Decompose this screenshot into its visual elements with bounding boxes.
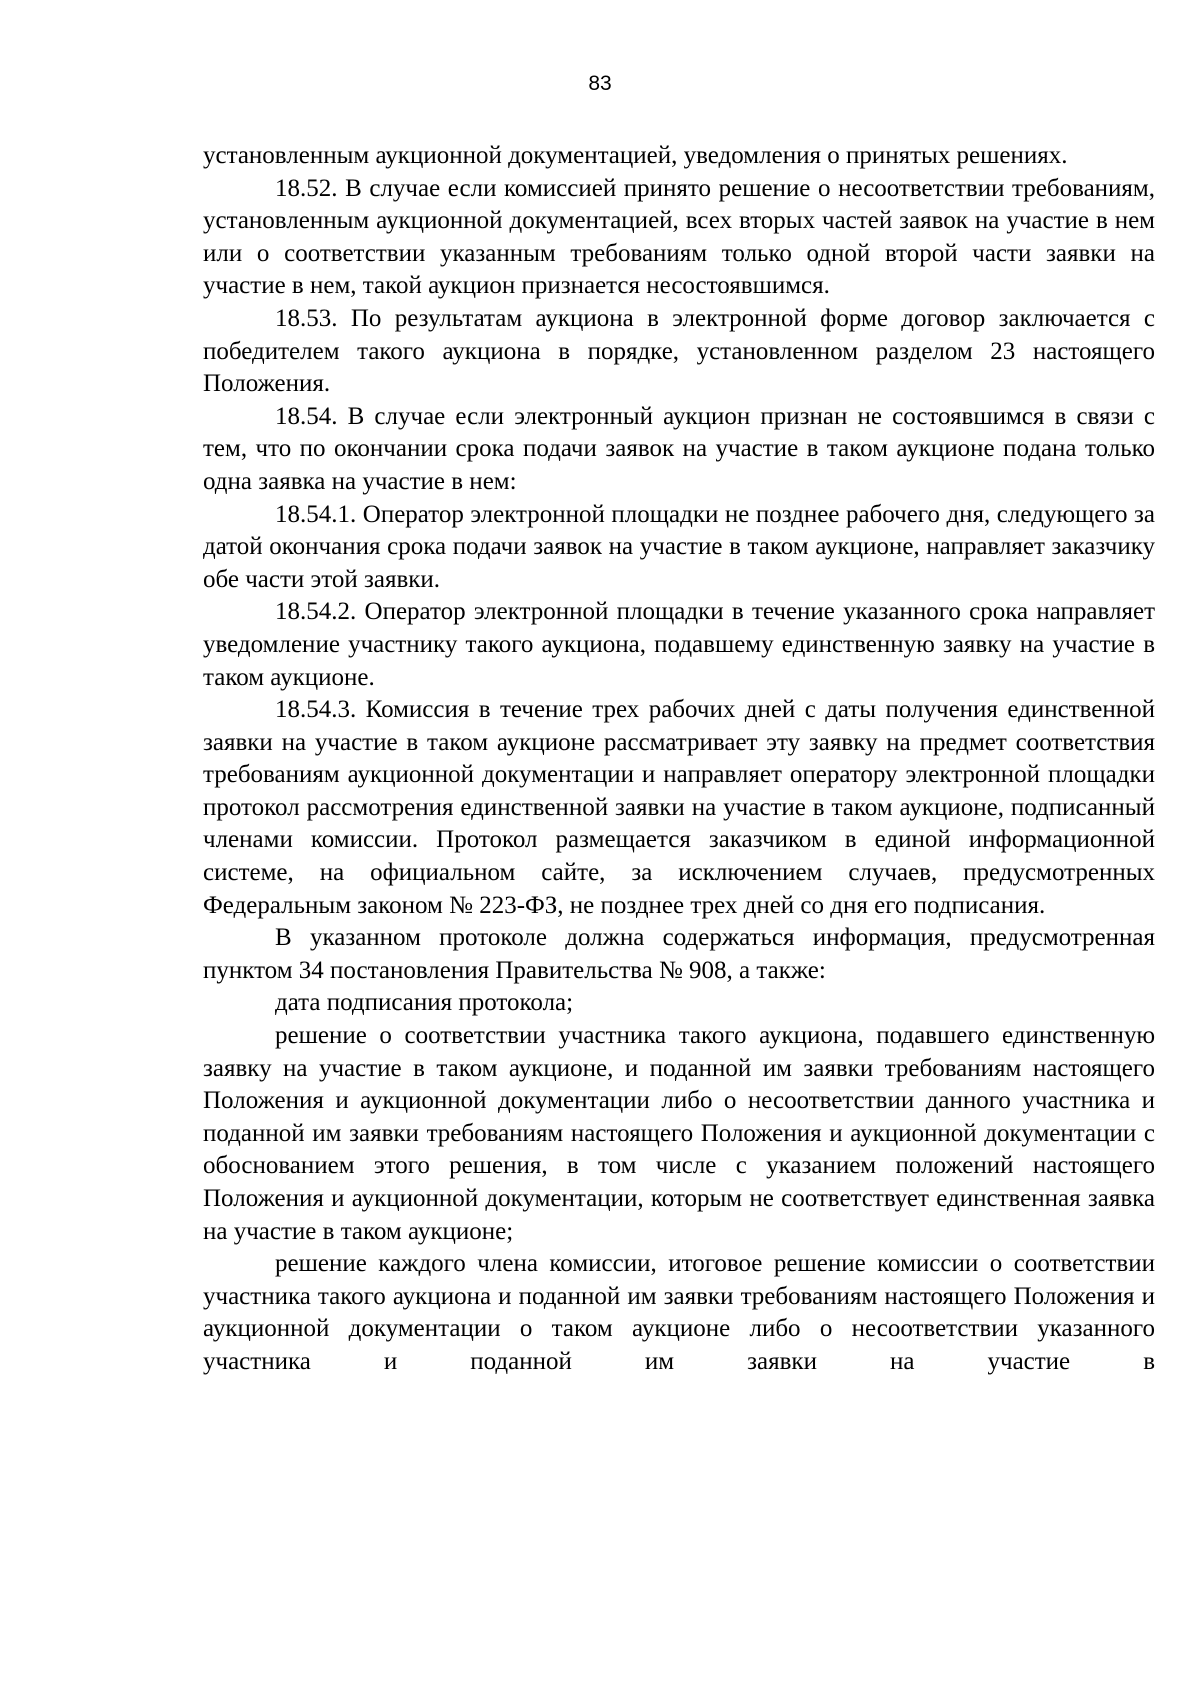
- paragraph-18-54-2: 18.54.2. Оператор электронной площадки в течение указанного срока направляет уведомление участнику такого аукциона, подавшему единственную заявку на участие в таком аукционе.: [203, 598, 1155, 691]
- paragraph-member-decision: решение каждого члена комиссии, итоговое решение комиссии о соответствии участника такого аукциона и поданной им заявки требованиям настоящего Положения и аукционной документации о таком аукционе либо о несоответствии указанного участника и поданной им заявки на участие в: [203, 1250, 1155, 1375]
- paragraph-18-53: 18.53. По результатам аукциона в электронной форме договор заключается с победителем такого аукциона в порядке, установленном разделом 23 настоящего Положения.: [203, 304, 1155, 398]
- paragraph-decision-compliance: решение о соответствии участника такого аукциона, подавшего единственную заявку на участие в таком аукционе, и поданной им заявки требованиям настоящего Положения и аукционной документации либо о несоответствии данного участника и поданной им заявки требованиям настоящего Положения и аукционной документации с обоснованием этого решения, в том числе с указанием положений настоящего Положения и аукционной документации, которым не соответствует единственная заявка на участие в таком аукционе;: [203, 1022, 1155, 1245]
- page-number: 83: [588, 72, 612, 95]
- paragraph-18-52: 18.52. В случае если комиссией принято решение о несоответствии требованиям, установленным аукционной документацией, всех вторых частей заявок на участие в нем или о соответствии указанным требованиям только одной второй части заявки на участие в нем, такой аукцион признается несостоявшимся.: [203, 174, 1155, 300]
- paragraph-continuation: установленным аукционной документацией, уведомления о принятых решениях.: [203, 142, 1068, 169]
- paragraph-signing-date: дата подписания протокола;: [275, 989, 574, 1017]
- paragraph-18-54-1: 18.54.1. Оператор электронной площадки не позднее рабочего дня, следующего за датой окончания срока подачи заявок на участие в таком аукционе, направляет заказчику обе части этой заявки.: [203, 500, 1155, 593]
- paragraph-18-54: 18.54. В случае если электронный аукцион признан не состоявшимся в связи с тем, что по окончании срока подачи заявок на участие в таком аукционе подана только одна заявка на участие в нем:: [203, 402, 1155, 495]
- document-body: [203, 140, 1155, 1379]
- paragraph-18-54-3: 18.54.3. Комиссия в течение трех рабочих дней с даты получения единственной заявки на участие в таком аукционе рассматривает эту заявку на предмет соответствия требованиям аукционной документации и направляет оператору электронной площадки протокол рассмотрения единственной заявки на участие в таком аукционе, подписанный членами комиссии. Протокол размещается заказчиком в единой информационной системе, на официальном сайте, за исключением случаев, предусмотренных Федеральным законом № 223-ФЗ, не позднее трех дней со дня его подписания.: [203, 696, 1155, 919]
- paragraph-protocol-info: В указанном протоколе должна содержаться информация, предусмотренная пунктом 34 постановления Правительства № 908, а также:: [203, 924, 1155, 984]
